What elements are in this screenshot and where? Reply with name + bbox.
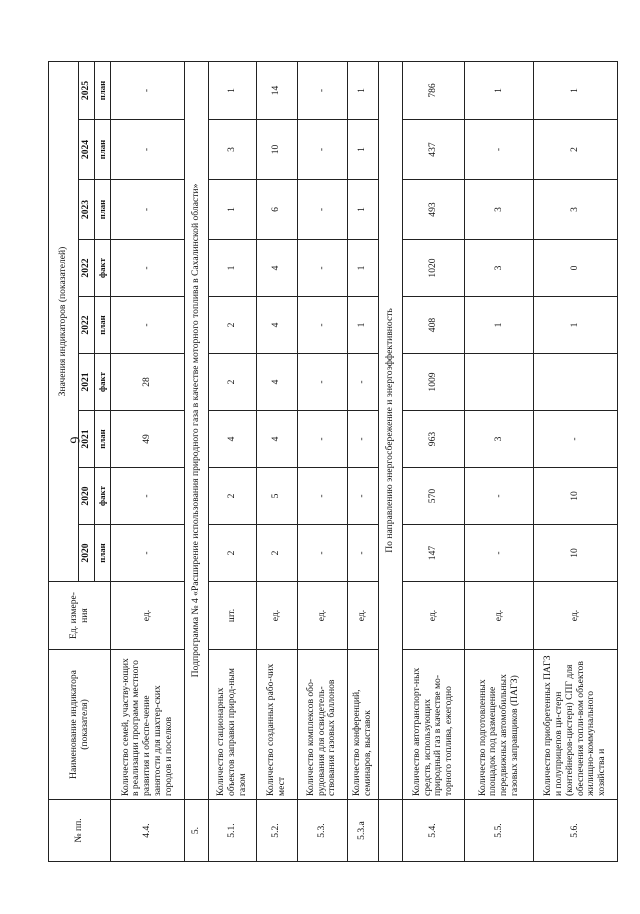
section-title: Подпрограмма № 4 «Расширение использования природного газа в качестве моторного топлива в Сахалинской области» <box>185 61 209 799</box>
indicator-value: 4 <box>256 411 297 468</box>
header-name: Наименование индикатора (показателя) <box>49 650 111 800</box>
indicator-value: - <box>464 468 533 525</box>
indicator-value: 147 <box>402 525 464 582</box>
indicator-unit: ед. <box>534 582 618 650</box>
row-number: 5. <box>185 800 209 862</box>
indicator-value: 28 <box>111 354 185 411</box>
indicator-value: 3 <box>464 240 533 297</box>
indicator-value: - <box>111 525 185 582</box>
indicator-name: Количество автотранспорт-ных средств, использующих природный газ в качестве мо-торного топлива, ежегодно <box>402 650 464 800</box>
indicator-value: 2 <box>209 525 257 582</box>
header-unit: Ед. измере-ния <box>49 582 111 650</box>
indicator-value: 5 <box>256 468 297 525</box>
indicator-value: 786 <box>402 61 464 119</box>
indicator-value: - <box>297 525 347 582</box>
indicator-value: 2 <box>256 525 297 582</box>
indicator-value: 3 <box>464 180 533 240</box>
indicator-value: 1 <box>347 180 378 240</box>
row-number: 5.3. <box>297 800 347 862</box>
indicator-name: Количество комплексов обо-рудования для освидетель-ствования газовых баллонов <box>297 650 347 800</box>
header-year: 2020 <box>79 525 95 582</box>
table-row <box>464 61 533 861</box>
indicator-value: - <box>111 240 185 297</box>
indicator-value: 49 <box>111 411 185 468</box>
indicator-unit: ед. <box>347 582 378 650</box>
indicator-value: - <box>347 411 378 468</box>
header-kind: план <box>95 61 111 119</box>
indicator-value: 2 <box>209 354 257 411</box>
indicator-value: 6 <box>256 180 297 240</box>
indicator-unit: ед. <box>256 582 297 650</box>
indicator-value: 1 <box>534 61 618 119</box>
row-number: 4.4. <box>111 800 185 862</box>
indicator-value: 14 <box>256 61 297 119</box>
indicator-name: Количество конференций, семинаров, выставок <box>347 650 378 800</box>
section-title: По направлению энергосбережение и энергоэффективность <box>378 61 402 799</box>
indicator-value: - <box>464 120 533 180</box>
indicator-value: - <box>464 525 533 582</box>
indicator-value: 3 <box>534 180 618 240</box>
table-row <box>534 61 618 861</box>
indicator-name: Количество подготовленных площадок под размещение передвижных автомобильных газовых заправщиков (ПАГЗ) <box>464 650 533 800</box>
indicator-value: 408 <box>402 297 464 354</box>
indicator-value: 963 <box>402 411 464 468</box>
indicator-value: 2 <box>209 468 257 525</box>
indicator-value: - <box>297 120 347 180</box>
row-number: 5.1. <box>209 800 257 862</box>
table-row <box>402 61 464 861</box>
indicator-unit: ед. <box>111 582 185 650</box>
indicator-value: 437 <box>402 120 464 180</box>
indicator-value: - <box>297 180 347 240</box>
indicator-value: 4 <box>209 411 257 468</box>
indicator-value: 3 <box>209 120 257 180</box>
header-year: 2025 <box>79 61 95 119</box>
row-number: 5.3.а <box>347 800 378 862</box>
indicator-value: - <box>111 120 185 180</box>
indicator-value: - <box>111 468 185 525</box>
indicator-value <box>534 354 618 411</box>
table-row <box>256 61 297 861</box>
header-kind: план <box>95 120 111 180</box>
indicator-value: 1 <box>347 61 378 119</box>
header-kind: план <box>95 525 111 582</box>
header-kind: план <box>95 411 111 468</box>
header-year: 2021 <box>79 411 95 468</box>
indicator-value: 1 <box>209 61 257 119</box>
indicator-value: - <box>111 297 185 354</box>
indicator-value: 1 <box>464 297 533 354</box>
indicator-unit: ед. <box>464 582 533 650</box>
indicator-value: 570 <box>402 468 464 525</box>
header-year: 2021 <box>79 354 95 411</box>
indicator-value: - <box>534 411 618 468</box>
indicator-name: Количество семей, участву-ющих в реализации программ местного развития и обеспе-чение занятости для шахтер-ских городов и поселков <box>111 650 185 800</box>
header-kind: факт <box>95 354 111 411</box>
indicator-value: 10 <box>256 120 297 180</box>
indicator-value: - <box>111 61 185 119</box>
indicator-value: 1 <box>347 240 378 297</box>
page-number: 6 <box>66 436 82 444</box>
indicator-value: 493 <box>402 180 464 240</box>
row-number: 5.5. <box>464 800 533 862</box>
indicator-value: - <box>297 468 347 525</box>
indicator-value <box>464 354 533 411</box>
indicator-value: 1 <box>209 240 257 297</box>
header-kind: план <box>95 180 111 240</box>
indicator-name: Количество приобретенных ПАГЗ и полуприцепов ци-стерн (контейнеров-цистерн) СПГ для обеспечения топли-вом объектов жилищно-коммунального хозяйства и <box>534 650 618 800</box>
header-num: № пп. <box>49 800 111 862</box>
indicator-value: - <box>297 297 347 354</box>
indicator-name: Количество стационарных объектов заправки природ-ным газом <box>209 650 257 800</box>
header-values-title: Значения индикаторов (показателей) <box>49 61 79 581</box>
header-year: 2023 <box>79 180 95 240</box>
header-kind: план <box>95 297 111 354</box>
row-number <box>378 800 402 862</box>
indicator-value: 1 <box>534 297 618 354</box>
indicator-value: - <box>347 354 378 411</box>
indicator-value: - <box>297 354 347 411</box>
row-number: 5.4. <box>402 800 464 862</box>
indicator-value: 4 <box>256 240 297 297</box>
header-year: 2024 <box>79 120 95 180</box>
indicator-value: 2 <box>209 297 257 354</box>
indicator-value: 2 <box>534 120 618 180</box>
indicator-value: 0 <box>534 240 618 297</box>
indicator-unit: ед. <box>297 582 347 650</box>
section-row <box>185 61 209 861</box>
indicator-table <box>48 61 618 862</box>
indicator-value: - <box>347 525 378 582</box>
indicator-value: - <box>297 411 347 468</box>
indicator-table-rotated <box>48 62 618 862</box>
indicator-value: 10 <box>534 468 618 525</box>
indicator-value: 4 <box>256 354 297 411</box>
table-row <box>111 61 185 861</box>
header-year: 2020 <box>79 468 95 525</box>
indicator-value: - <box>111 180 185 240</box>
indicator-unit: ед. <box>402 582 464 650</box>
table-row <box>297 61 347 861</box>
indicator-value: 1009 <box>402 354 464 411</box>
table-row <box>347 61 378 861</box>
indicator-value: - <box>347 468 378 525</box>
section-row <box>378 61 402 861</box>
indicator-value: 1020 <box>402 240 464 297</box>
indicator-value: 1 <box>209 180 257 240</box>
indicator-value: - <box>297 240 347 297</box>
header-year: 2022 <box>79 240 95 297</box>
header-year: 2022 <box>79 297 95 354</box>
row-number: 5.2. <box>256 800 297 862</box>
table-row <box>209 61 257 861</box>
indicator-value: 1 <box>347 120 378 180</box>
header-kind: факт <box>95 240 111 297</box>
indicator-value: 10 <box>534 525 618 582</box>
indicator-value: 1 <box>347 297 378 354</box>
indicator-value: 1 <box>464 61 533 119</box>
indicator-unit: шт. <box>209 582 257 650</box>
indicator-value: 3 <box>464 411 533 468</box>
header-kind: факт <box>95 468 111 525</box>
indicator-value: 4 <box>256 297 297 354</box>
indicator-value: - <box>297 61 347 119</box>
row-number: 5.6. <box>534 800 618 862</box>
indicator-name: Количество созданных рабо-чих мест <box>256 650 297 800</box>
